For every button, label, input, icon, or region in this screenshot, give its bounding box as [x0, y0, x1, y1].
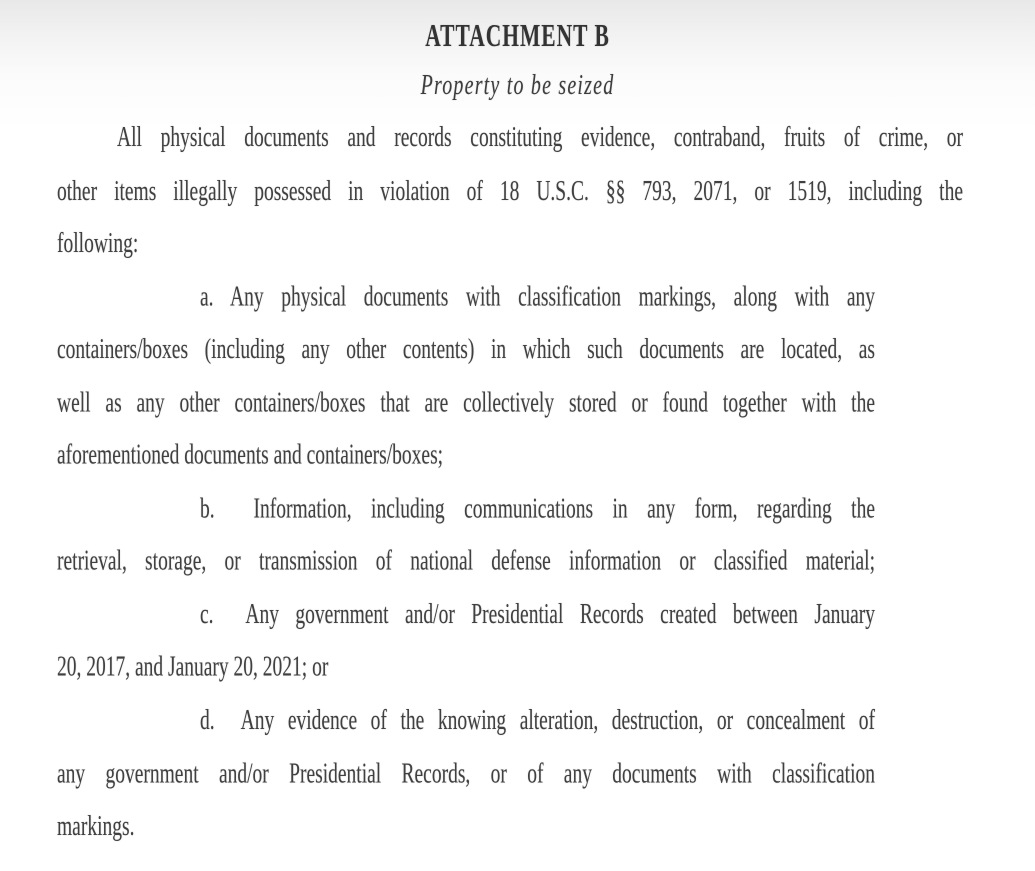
attachment-subtitle: Property to be seized [420, 69, 615, 102]
text-line-item-d-3: markings. [57, 811, 135, 843]
text-line-intro-2: other items illegally possessed in violation of 18 U.S.C. §§ 793, 2071, or 1519, including the [57, 175, 963, 207]
text-line-intro-1: All physical documents and records constituting evidence, contraband, fruits of crime, or [117, 122, 963, 154]
text-line-item-d-2: any government and/or Presidential Records, or of any documents with classification [57, 758, 875, 790]
paragraph-intro [57, 113, 963, 272]
text-line-item-b-1: b. Information, including communications in any form, regarding the [200, 493, 875, 525]
attachment-title: ATTACHMENT B [425, 18, 610, 54]
document-content [0, 20, 1035, 855]
text-line-item-a-4: aforementioned documents and containers/boxes; [57, 440, 444, 472]
paragraph-item-b [57, 484, 875, 590]
text-line-item-a-3: well as any other containers/boxes that are collectively stored or found together with the [57, 387, 875, 419]
paragraph-item-d [57, 696, 875, 855]
paragraph-item-a [57, 272, 875, 484]
text-line-item-c-1: c. Any government and/or Presidential Records created between January [200, 599, 875, 631]
text-line-item-c-2: 20, 2017, and January 20, 2021; or [57, 652, 329, 684]
document-body [57, 113, 963, 855]
text-line-item-a-2: containers/boxes (including any other contents) in which such documents are located, as [57, 334, 875, 366]
text-line-intro-3: following: [57, 228, 139, 260]
text-line-item-d-1: d. Any evidence of the knowing alteration, destruction, or concealment of [200, 705, 875, 737]
text-line-item-b-2: retrieval, storage, or transmission of national defense information or classified material; [57, 546, 875, 578]
text-line-item-a-1: a. Any physical documents with classification markings, along with any [200, 281, 875, 313]
paragraph-item-c [57, 590, 875, 696]
